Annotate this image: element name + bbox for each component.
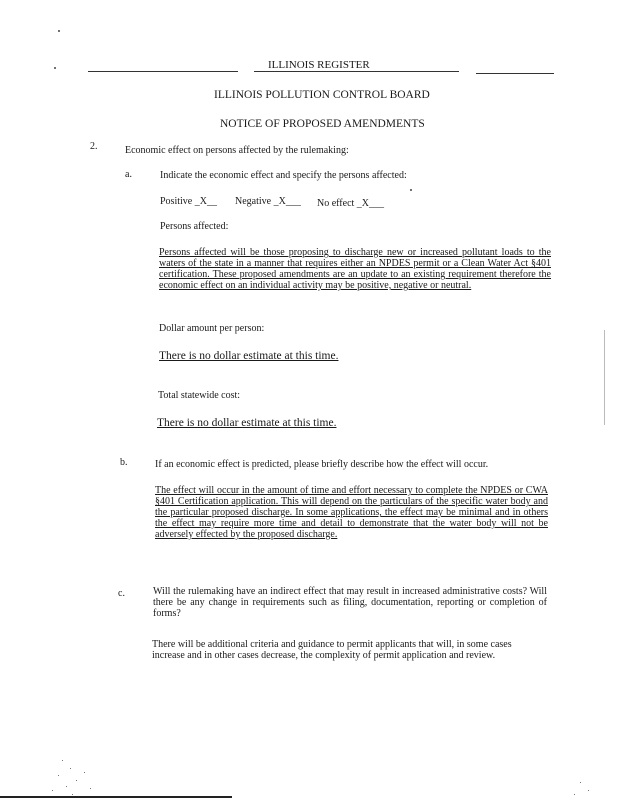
- scan-speck: [410, 189, 412, 191]
- section-c-answer: There will be additional criteria and guidance to permit applicants that will, in some cases increase and in other cases decrease, the complexity of permit application and review.: [152, 639, 512, 661]
- notice-title: NOTICE OF PROPOSED AMENDMENTS: [220, 118, 425, 130]
- section-b-letter: b.: [120, 457, 128, 468]
- dollar-amount-text: There is no dollar estimate at this time.: [159, 350, 339, 362]
- persons-affected-text: Persons affected will be those proposing to discharge new or increased pollutant loads to the waters of the state in a manner that requires either an NPDES permit or a Clean Water Act §401 certification. These proposed amendments are an update to an existing requirement therefore the economic effect on an individual activity may be positive, negative or neutral.: [159, 247, 551, 291]
- section-b-question: If an economic effect is predicted, please briefly describe how the effect will occur.: [155, 459, 489, 470]
- effect-negative: Negative _X___: [235, 196, 301, 207]
- scan-speck: [54, 67, 56, 69]
- scan-speck: [58, 30, 60, 32]
- section-a-letter: a.: [125, 169, 132, 180]
- header-rule-left: [88, 71, 238, 72]
- dollar-amount-label: Dollar amount per person:: [159, 323, 265, 334]
- section-c-question: Will the rulemaking have an indirect effect that may result in increased administrative costs? Will there be any change in requirements such as filing, documentation, reporting or completion of forms?: [153, 586, 547, 619]
- section-b-answer: The effect will occur in the amount of time and effort necessary to complete the NPDES or CWA §401 Certification application. This will depend on the particulars of the specific water body and the particular proposed discharge. In some applications, the effect may be minimal and in others the effect may require more time and detail to demonstrate that the water body will not be adversely effected by the proposed discharge.: [155, 485, 548, 540]
- register-title: ILLINOIS REGISTER: [268, 59, 370, 71]
- bottom-rule: [0, 796, 232, 798]
- effect-positive: Positive _X__: [160, 196, 217, 207]
- item-number: 2.: [90, 141, 98, 152]
- header-rule-right: [476, 73, 554, 74]
- section-a-question: Indicate the economic effect and specify the persons affected:: [160, 170, 407, 181]
- effect-none: No effect _X___: [317, 198, 385, 209]
- item-title: Economic effect on persons affected by the rulemaking:: [125, 145, 349, 156]
- statewide-cost-text: There is no dollar estimate at this time.: [157, 417, 337, 429]
- persons-affected-label: Persons affected:: [160, 221, 229, 232]
- header-rule-center: [254, 71, 459, 72]
- scan-edge-mark: [604, 330, 605, 425]
- statewide-cost-label: Total statewide cost:: [158, 390, 241, 401]
- section-c-letter: c.: [118, 588, 125, 599]
- board-title: ILLINOIS POLLUTION CONTROL BOARD: [214, 89, 430, 101]
